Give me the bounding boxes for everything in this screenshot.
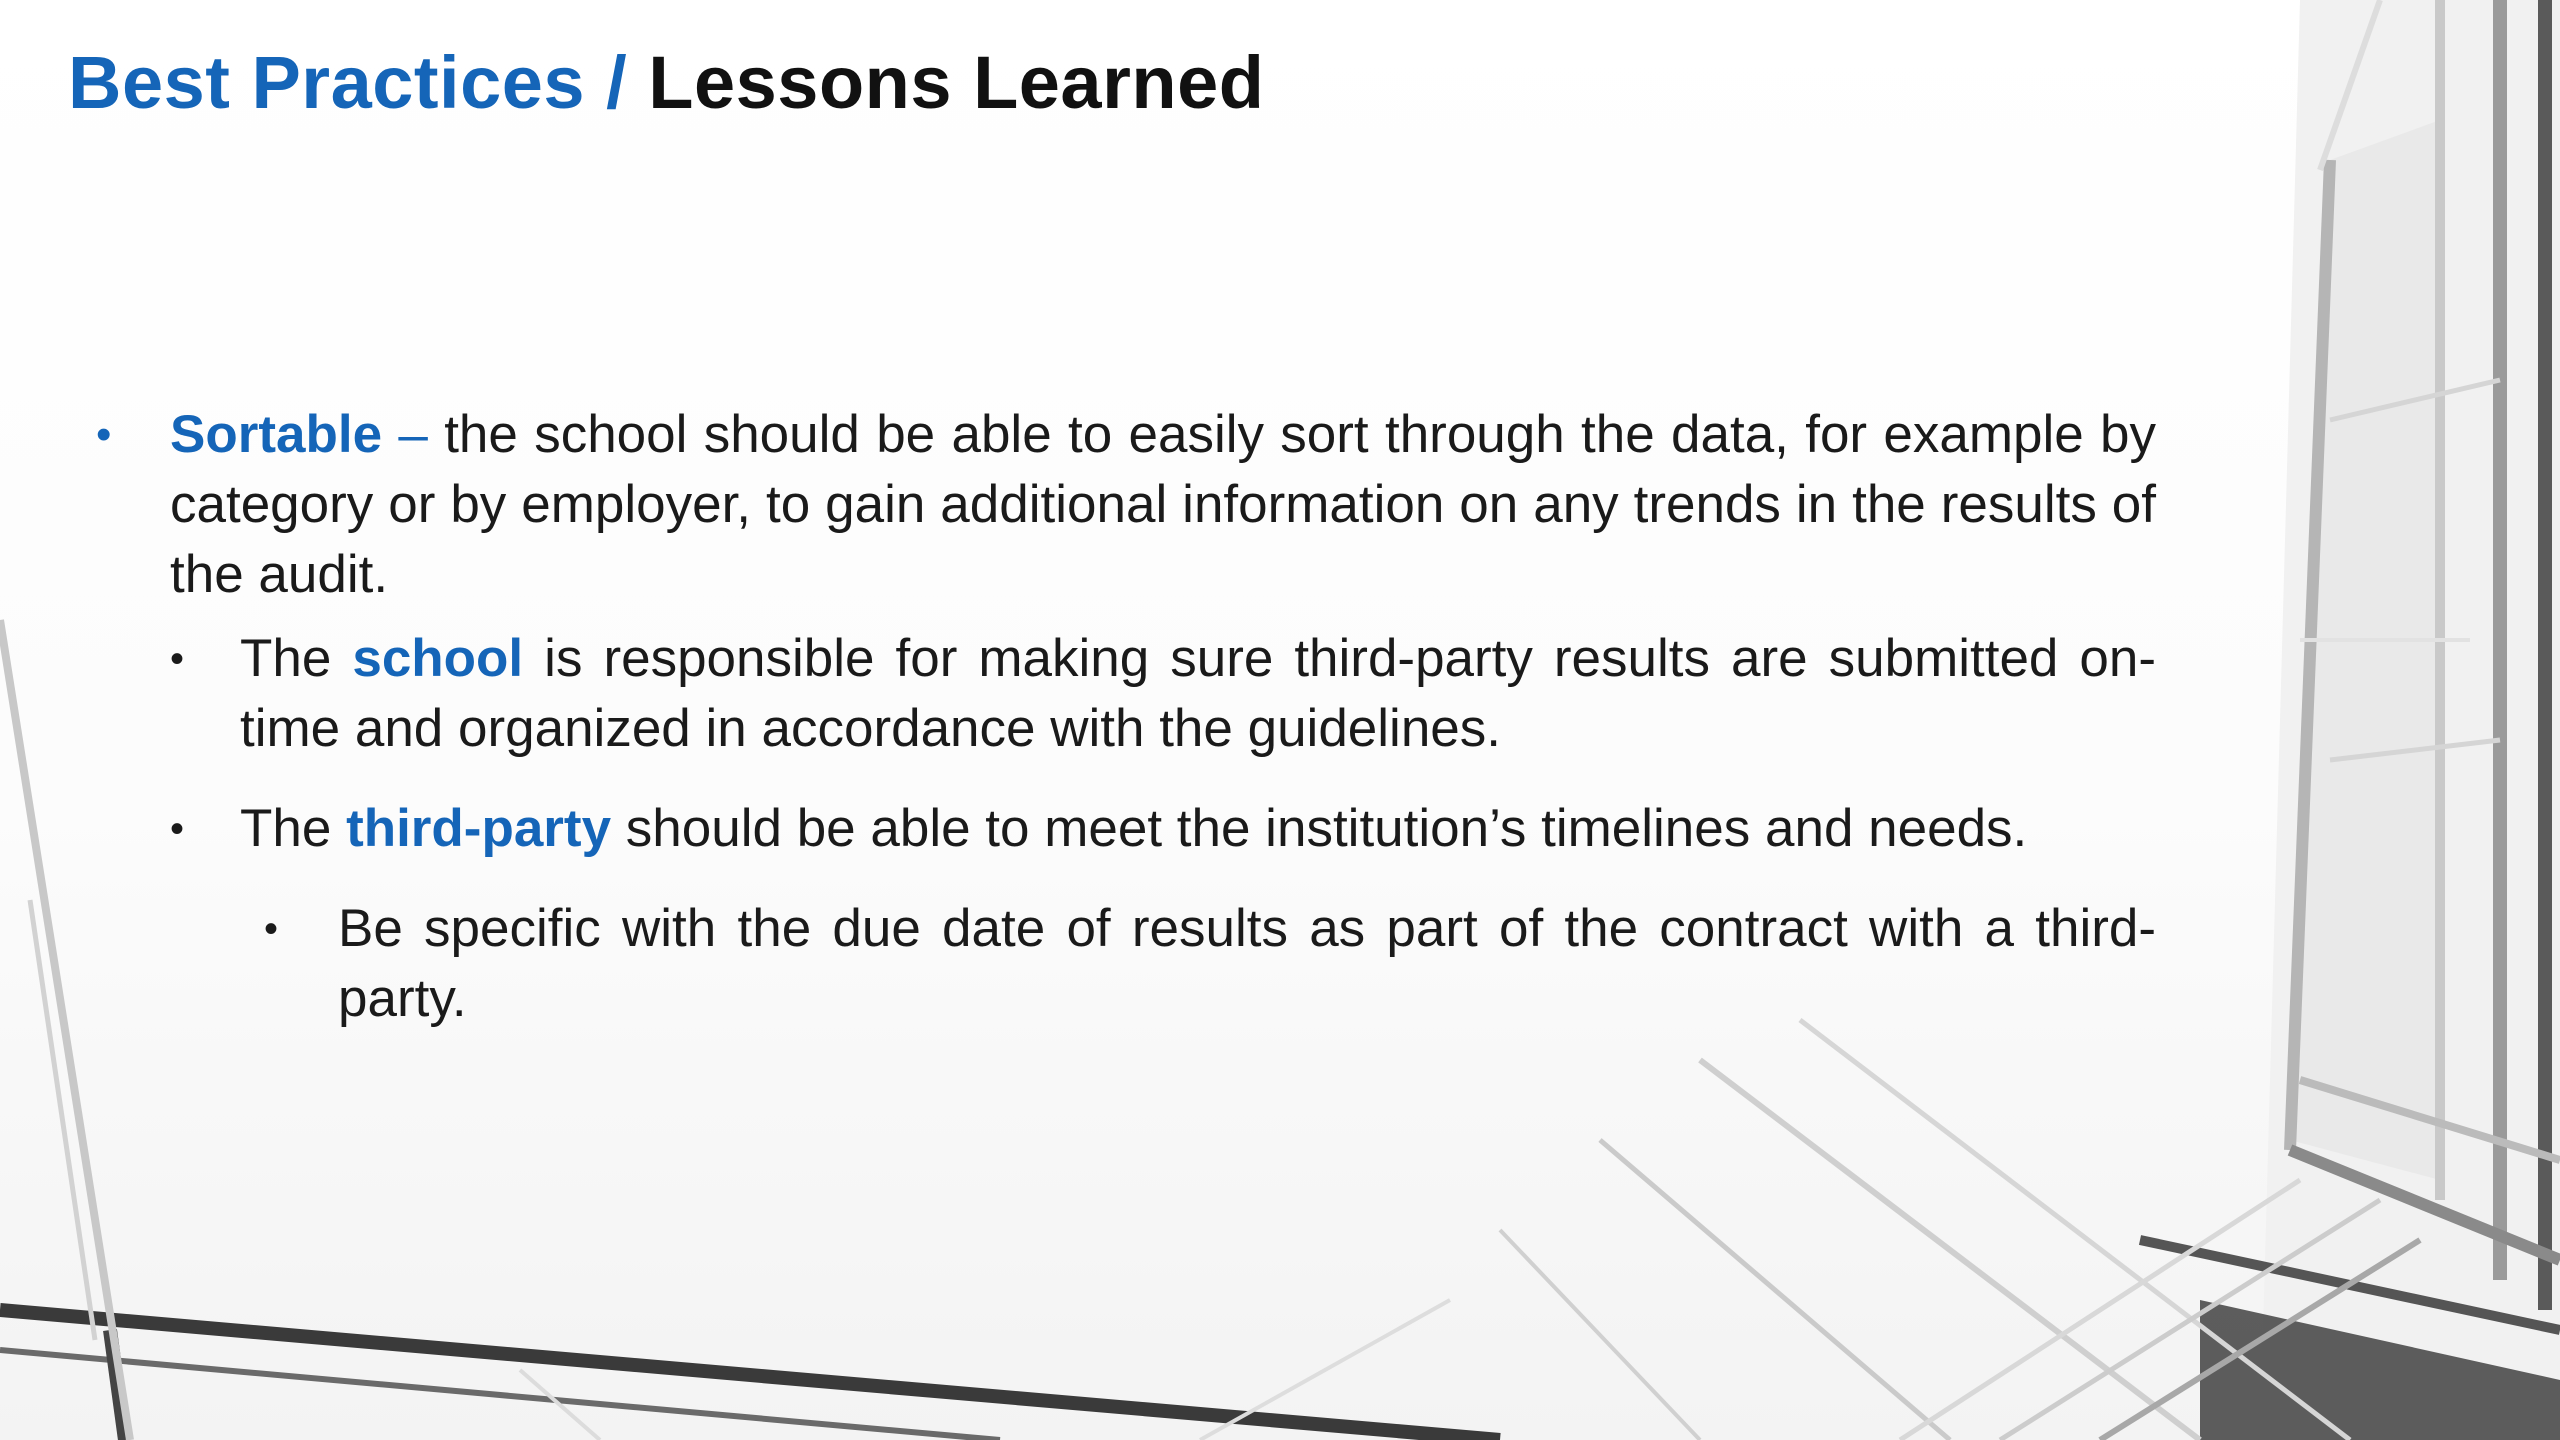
keyword-third-party: third-party: [346, 799, 612, 858]
bullet-text: Be specific with the due date of results as part of the contract with a third-party.: [338, 899, 2156, 1028]
bullet-text: is responsible for making sure third-party results are submitted on-time and organized in accordance with the guidelines.: [240, 629, 2156, 758]
bullet-text: should be able to meet the institution’s timelines and needs.: [625, 799, 2028, 858]
keyword-sortable: Sortable: [170, 405, 383, 464]
bullet-dot-icon: •: [96, 410, 112, 459]
slide-title: [68, 40, 1264, 125]
title-part-1: Best Practices /: [68, 41, 628, 124]
bullet-dot-icon: •: [170, 807, 185, 851]
bullet-school: [170, 624, 2156, 764]
keyword-school: school: [352, 629, 524, 688]
bullet-text: the school should be able to easily sort through the data, for example by category or by employer, to gain additional information on any trends in the results of the audit.: [170, 405, 2157, 604]
bullet-due-date: [264, 894, 2156, 1034]
title-part-2: Lessons Learned: [648, 41, 1265, 124]
bullet-dot-icon: •: [170, 637, 185, 681]
bullet-sortable: [96, 400, 2156, 610]
bullet-lead: The: [240, 799, 332, 858]
em-dash: –: [398, 405, 428, 464]
bullet-third-party: [170, 794, 2156, 864]
bullet-list: [96, 400, 2156, 1064]
bullet-lead: The: [240, 629, 332, 688]
bullet-dot-icon: •: [264, 907, 279, 951]
